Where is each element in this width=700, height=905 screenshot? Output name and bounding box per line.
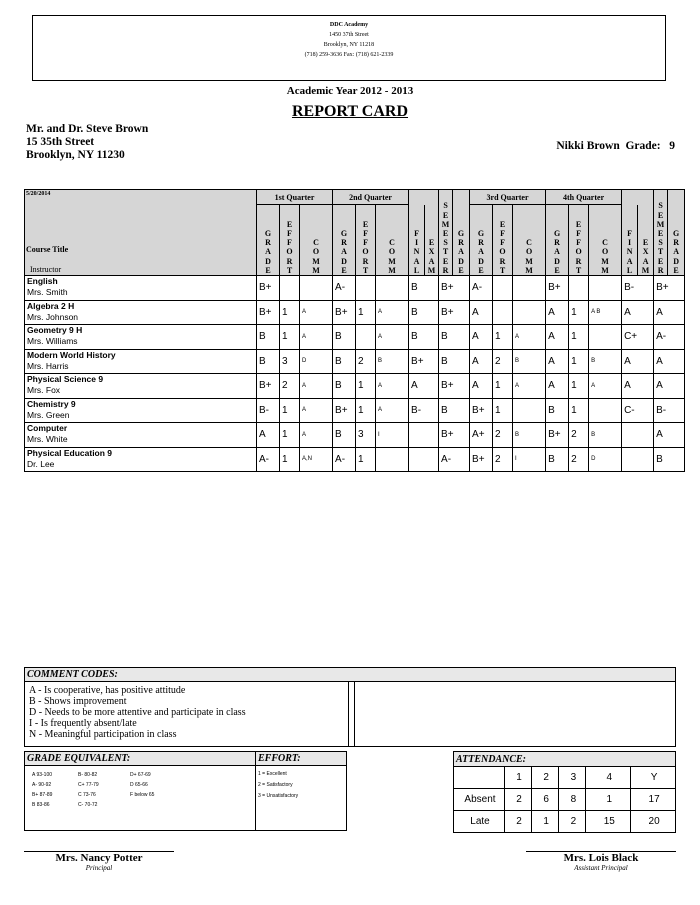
grade-cell-sg1: B <box>439 398 470 423</box>
q3-comm-label: C O M M <box>525 238 533 275</box>
grade-cell-fe2: C+ <box>622 325 654 350</box>
assistant-principal-signature <box>526 851 676 872</box>
grade-equivalent-box <box>24 751 256 831</box>
course-cell <box>25 276 257 301</box>
grade-cell-e3: 2 <box>493 349 513 374</box>
grade-cell-g3: A <box>470 374 493 399</box>
course-title-header: Course Title <box>26 245 69 254</box>
effort-list <box>258 769 298 802</box>
effort-title: EFFORT: <box>256 752 346 766</box>
grade-cell-e3: 1 <box>493 398 513 423</box>
comment-code-item: N - Meaningful participation in class <box>29 729 177 740</box>
q4-grade-header <box>546 205 569 276</box>
grade-cell-e2: 1 <box>356 398 376 423</box>
course-name: English <box>27 276 58 286</box>
exam-label-1: E X A M <box>427 238 436 275</box>
q4-header: 4th Quarter <box>546 190 622 205</box>
grade-cell-g1: B+ <box>257 374 280 399</box>
q3-grade-label: G R A D E <box>477 228 485 275</box>
grade-cell-g3: A <box>470 349 493 374</box>
grade-cell-e2 <box>356 276 376 301</box>
table-row <box>25 276 685 301</box>
school-city: Brooklyn, NY 11218 <box>323 42 375 48</box>
grades-table <box>24 189 685 472</box>
grade-cell-g3: A- <box>470 276 493 301</box>
grade-cell-fe2: C- <box>622 398 654 423</box>
sem-grade-header-1 <box>453 190 470 276</box>
grade-cell-fe2: A <box>622 349 654 374</box>
assistant-principal-role: Assistant Principal <box>574 864 628 872</box>
semester-header-1 <box>439 190 453 276</box>
course-name: Chemistry 9 <box>27 398 76 409</box>
q1-header: 1st Quarter <box>257 190 333 205</box>
q1-effort-label: E F F O R T <box>286 219 293 275</box>
grade-equiv-item: A 93-100 <box>32 772 53 778</box>
grade-cell-sg2: B <box>654 447 685 472</box>
attendance-header-row <box>454 767 676 789</box>
grade-cell-c4 <box>589 276 622 301</box>
report-title: REPORT CARD <box>291 103 409 120</box>
attendance-absent-row <box>454 789 676 811</box>
grade-cell-c1: A <box>300 325 333 350</box>
q3-effort-label: E F F O R T <box>499 219 506 275</box>
parent-city: Brooklyn, NY 11230 <box>26 149 125 161</box>
semester-label-1: S E M E S T E R <box>441 201 450 275</box>
course-cell <box>25 374 257 399</box>
grade-cell-sg2: A <box>654 300 685 325</box>
q1-grade-label: G R A D E <box>264 228 272 275</box>
academic-year: Academic Year 2012 - 2013 <box>286 85 414 97</box>
sem-grade-label-1: G R A D E <box>457 228 465 275</box>
course-cell <box>25 423 257 448</box>
grade-cell-e1: 2 <box>280 374 300 399</box>
grade-cell-e4: 2 <box>569 447 589 472</box>
table-row <box>25 349 685 374</box>
grade-cell-fe2: B- <box>622 276 654 301</box>
grade-equiv-item: D 65-66 <box>130 782 148 788</box>
grade-cell-e3: 2 <box>493 423 513 448</box>
grade-cell-g3: B+ <box>470 398 493 423</box>
grade-cell-c4: B <box>589 349 622 374</box>
instructor-name: Mrs. Harris <box>27 360 69 371</box>
grade-cell-c3: A <box>513 325 546 350</box>
q1-effort-header <box>280 205 300 276</box>
school-name: DDC Academy <box>329 22 369 28</box>
grade-cell-sg2: B- <box>654 398 685 423</box>
grade-label: Grade: <box>625 140 661 152</box>
grade-cell-e1: 1 <box>280 300 300 325</box>
grade-cell-g4: B+ <box>546 276 569 301</box>
grade-cell-fe1 <box>409 423 439 448</box>
grade-cell-c4 <box>589 325 622 350</box>
comment-code-item: A - Is cooperative, has positive attitude <box>29 685 186 696</box>
grade-cell-e4: 1 <box>569 374 589 399</box>
grade-equiv-item: B 83-86 <box>32 802 50 808</box>
grade-cell-g3: B+ <box>470 447 493 472</box>
course-cell <box>25 300 257 325</box>
grade-cell-sg2: B+ <box>654 276 685 301</box>
effort-item: 3 = Unsatisfactory <box>258 793 299 799</box>
grade-cell-e3: 1 <box>493 374 513 399</box>
q1-comm-header <box>300 205 333 276</box>
attendance-table <box>453 751 676 833</box>
q3-comm-header <box>513 205 546 276</box>
grade-cell-g2: B+ <box>333 398 356 423</box>
grade-equiv-item: C+ 77-79 <box>78 782 99 788</box>
grade-cell-c3 <box>513 276 546 301</box>
grade-cell-e2 <box>356 325 376 350</box>
final-header-2 <box>622 205 638 276</box>
grade-equiv-item: A- 90-92 <box>32 782 52 788</box>
final-header-1 <box>409 205 425 276</box>
final-label-1: F I N A L <box>413 228 420 275</box>
grade-cell-c4: A <box>589 374 622 399</box>
attendance-title: ATTENDANCE: <box>454 752 676 767</box>
grade-cell-c2 <box>376 447 409 472</box>
grade-equiv-item: F below 65 <box>130 792 155 798</box>
attendance-cell: 17 <box>631 789 676 811</box>
grade-cell-fe1: B <box>409 300 439 325</box>
instructor-name: Mrs. Williams <box>27 336 78 346</box>
grade-cell-e1: 1 <box>280 423 300 448</box>
grade-cell-c4: A B <box>589 300 622 325</box>
grade-cell-e1: 1 <box>280 398 300 423</box>
grade-cell-e2: 1 <box>356 374 376 399</box>
grade-cell-c2: I <box>376 423 409 448</box>
table-row <box>25 374 685 399</box>
grade-equiv-item: B- 80-82 <box>78 772 98 778</box>
table-row <box>25 398 685 423</box>
effort-box <box>255 751 347 831</box>
grade-cell-e4: 1 <box>569 300 589 325</box>
grade-cell-sg1: B+ <box>439 423 470 448</box>
q2-effort-header <box>356 205 376 276</box>
grade-cell-e1: 3 <box>280 349 300 374</box>
grade-cell-e3: 2 <box>493 447 513 472</box>
attendance-cell: 6 <box>532 789 559 811</box>
grade-cell-g1: B+ <box>257 300 280 325</box>
semester-label-2: S E M E S T E R <box>656 201 665 275</box>
grade-cell-c3: I <box>513 447 546 472</box>
grade-cell-c1: A <box>300 423 333 448</box>
attendance-cell: 4 <box>586 767 631 789</box>
grade-cell-sg1: A- <box>439 447 470 472</box>
grade-cell-e3 <box>493 300 513 325</box>
course-name: Geometry 9 H <box>27 325 83 335</box>
report-date: 5/20/2014 <box>26 191 51 197</box>
parent-street: 15 35th Street <box>26 136 95 148</box>
attendance-cell: 20 <box>631 811 676 833</box>
attendance-cell <box>454 767 505 789</box>
grade-cell-c1: A <box>300 374 333 399</box>
grade-cell-sg1: B+ <box>439 276 470 301</box>
grade-cell-c2 <box>376 276 409 301</box>
grade-cell-e2: 1 <box>356 300 376 325</box>
grade-cell-fe1: B+ <box>409 349 439 374</box>
q3-header: 3rd Quarter <box>470 190 546 205</box>
q3-effort-header <box>493 205 513 276</box>
student-grade: 9 <box>669 140 675 152</box>
attendance-cell: 1 <box>532 811 559 833</box>
instructor-name: Mrs. White <box>27 434 68 444</box>
grade-cell-e3: 1 <box>493 325 513 350</box>
q4-grade-label: G R A D E <box>553 228 561 275</box>
attendance-cell: 2 <box>559 811 586 833</box>
grade-cell-sg1: B+ <box>439 374 470 399</box>
grade-cell-g2: B <box>333 423 356 448</box>
q2-grade-header <box>333 205 356 276</box>
effort-item: 1 = Excellent <box>258 771 287 777</box>
grade-cell-e1 <box>280 276 300 301</box>
table-row <box>25 423 685 448</box>
attendance-cell: Y <box>631 767 676 789</box>
student-info <box>556 140 675 152</box>
attendance-late-row <box>454 811 676 833</box>
grade-cell-e3 <box>493 276 513 301</box>
q2-header: 2nd Quarter <box>333 190 409 205</box>
grade-cell-sg1: B <box>439 325 470 350</box>
grade-equiv-col-3 <box>130 770 154 800</box>
school-header-box <box>32 15 666 81</box>
course-name: Physical Education 9 <box>27 447 113 458</box>
principal-name: Mrs. Nancy Potter <box>55 852 143 864</box>
grade-cell-c4: D <box>589 447 622 472</box>
school-phone: (718) 259-3636 Fax: (718) 621-2339 <box>304 52 394 58</box>
grade-cell-c3 <box>513 300 546 325</box>
grade-equivalent-title: GRADE EQUIVALENT: <box>25 752 255 766</box>
course-name: Computer <box>27 423 68 433</box>
grade-cell-c2: A <box>376 300 409 325</box>
grade-cell-c4: B <box>589 423 622 448</box>
grade-cell-fe2: A <box>622 374 654 399</box>
grade-cell-c4 <box>589 398 622 423</box>
attendance-cell: 1 <box>505 767 532 789</box>
grade-cell-e1: 1 <box>280 325 300 350</box>
sem-grade-header-2 <box>668 190 685 276</box>
q2-comm-header <box>376 205 409 276</box>
grade-cell-g4: A <box>546 374 569 399</box>
grade-cell-fe1: B <box>409 276 439 301</box>
grade-cell-c2: A <box>376 325 409 350</box>
grade-cell-g2: A- <box>333 447 356 472</box>
grade-cell-sg1: B <box>439 349 470 374</box>
grade-cell-g4: B <box>546 398 569 423</box>
grade-cell-e4: 1 <box>569 398 589 423</box>
grade-cell-g4: A <box>546 300 569 325</box>
grades-body <box>25 276 685 472</box>
grade-equiv-item: C- 70-72 <box>78 802 98 808</box>
grade-cell-c2: B <box>376 349 409 374</box>
assistant-principal-name: Mrs. Lois Black <box>563 852 639 864</box>
q1-grade-header <box>257 205 280 276</box>
grade-equiv-item: B+ 87-89 <box>32 792 53 798</box>
comment-code-item: B - Shows improvement <box>29 696 127 707</box>
instructor-name: Mrs. Johnson <box>27 311 79 322</box>
student-name: Nikki Brown <box>556 140 620 152</box>
instructor-name: Dr. Lee <box>27 458 55 469</box>
grade-cell-fe1: A <box>409 374 439 399</box>
grade-cell-fe2 <box>622 423 654 448</box>
q2-comm-label: C O M M <box>388 238 396 275</box>
comment-codes-list <box>29 685 246 740</box>
grade-cell-g3: A <box>470 300 493 325</box>
table-row <box>25 447 685 472</box>
grade-cell-e4: 1 <box>569 325 589 350</box>
exam-header-1 <box>425 205 439 276</box>
attendance-cell: 2 <box>505 811 532 833</box>
attendance-cell: Late <box>454 811 505 833</box>
grade-cell-e4 <box>569 276 589 301</box>
grade-cell-e4: 1 <box>569 349 589 374</box>
table-row <box>25 325 685 350</box>
attendance-cell: 3 <box>559 767 586 789</box>
grade-cell-c3: B <box>513 423 546 448</box>
grade-cell-c1: A <box>300 300 333 325</box>
q4-effort-header <box>569 205 589 276</box>
grade-cell-c3: B <box>513 349 546 374</box>
grade-cell-c1: A,N <box>300 447 333 472</box>
course-header <box>25 190 257 276</box>
instructor-name: Mrs. Smith <box>27 287 68 297</box>
grade-cell-c1: A <box>300 398 333 423</box>
grade-cell-g4: A <box>546 349 569 374</box>
grade-cell-g3: A+ <box>470 423 493 448</box>
grade-cell-sg2: A <box>654 423 685 448</box>
grade-cell-g4: B <box>546 447 569 472</box>
attendance-cell: 15 <box>586 811 631 833</box>
q2-grade-label: G R A D E <box>340 228 348 275</box>
grade-cell-g4: A <box>546 325 569 350</box>
grade-cell-c2: A <box>376 398 409 423</box>
q4-effort-label: E F F O R T <box>575 219 582 275</box>
instructor-name: Mrs. Green <box>27 409 70 420</box>
course-cell <box>25 325 257 350</box>
parent-address <box>26 123 148 162</box>
grade-cell-fe2 <box>622 447 654 472</box>
grade-cell-e2: 2 <box>356 349 376 374</box>
grade-cell-c3 <box>513 398 546 423</box>
comment-code-item: I - Is frequently absent/late <box>29 718 137 729</box>
grade-cell-e4: 2 <box>569 423 589 448</box>
grade-cell-g2: B <box>333 349 356 374</box>
grade-equiv-col-1 <box>32 770 52 810</box>
attendance-cell: 2 <box>532 767 559 789</box>
q1-comm-label: C O M M <box>312 238 320 275</box>
exam-header-2 <box>638 205 654 276</box>
grade-cell-c3: A <box>513 374 546 399</box>
semester-header-2 <box>654 190 668 276</box>
course-cell <box>25 349 257 374</box>
grade-cell-fe1: B- <box>409 398 439 423</box>
grade-cell-g1: B <box>257 349 280 374</box>
grade-cell-fe1 <box>409 447 439 472</box>
grade-cell-g2: B <box>333 325 356 350</box>
course-name: Modern World History <box>27 349 116 360</box>
exam-label-2: E X A M <box>641 238 650 275</box>
grade-cell-g1: A- <box>257 447 280 472</box>
grade-cell-g3: A <box>470 325 493 350</box>
grade-cell-e2: 3 <box>356 423 376 448</box>
grade-cell-c2: A <box>376 374 409 399</box>
grade-cell-g2: B+ <box>333 300 356 325</box>
grade-cell-sg2: A <box>654 374 685 399</box>
grade-cell-g1: B- <box>257 398 280 423</box>
comment-codes-title: COMMENT CODES: <box>25 668 675 682</box>
grade-cell-g1: B+ <box>257 276 280 301</box>
grade-cell-sg2: A- <box>654 325 685 350</box>
comment-code-item: D - Needs to be more attentive and participate in class <box>29 707 246 718</box>
grade-cell-sg2: A <box>654 349 685 374</box>
grade-equiv-item: C 73-76 <box>78 792 96 798</box>
sem-grade-label-2: G R A D E <box>672 228 680 275</box>
grade-cell-g1: B <box>257 325 280 350</box>
attendance-cell: Absent <box>454 789 505 811</box>
grade-cell-g2: B <box>333 374 356 399</box>
grade-cell-e1: 1 <box>280 447 300 472</box>
principal-role: Principal <box>85 864 113 872</box>
principal-signature <box>24 851 174 872</box>
course-name: Physical Science 9 <box>27 374 104 384</box>
q4-comm-header <box>589 205 622 276</box>
final-label-2: F I N A L <box>626 228 633 275</box>
q3-grade-header <box>470 205 493 276</box>
instructor-name: Mrs. Fox <box>27 385 61 395</box>
grade-equiv-col-2 <box>78 770 99 810</box>
parent-name: Mr. and Dr. Steve Brown <box>26 123 149 135</box>
effort-item: 2 = Satisfactory <box>258 782 293 788</box>
grade-cell-sg1: B+ <box>439 300 470 325</box>
course-cell <box>25 447 257 472</box>
grade-equiv-item: D+ 67-69 <box>130 772 151 778</box>
attendance-cell: 2 <box>505 789 532 811</box>
course-name: Algebra 2 H <box>27 300 75 311</box>
grade-cell-fe2: A <box>622 300 654 325</box>
attendance-cell: 8 <box>559 789 586 811</box>
instructor-header: Instructor <box>30 265 62 274</box>
grade-cell-g1: A <box>257 423 280 448</box>
grade-cell-c1 <box>300 276 333 301</box>
q2-effort-label: E F F O R T <box>362 219 369 275</box>
comment-codes-box <box>24 667 676 747</box>
q4-comm-label: C O M M <box>601 238 609 275</box>
course-cell <box>25 398 257 423</box>
grade-cell-fe1: B <box>409 325 439 350</box>
grade-cell-g4: B+ <box>546 423 569 448</box>
table-row <box>25 300 685 325</box>
school-street: 1450 37th Street <box>329 32 369 38</box>
grade-cell-e2: 1 <box>356 447 376 472</box>
grade-cell-c1: D <box>300 349 333 374</box>
grade-cell-g2: A- <box>333 276 356 301</box>
attendance-cell: 1 <box>586 789 631 811</box>
